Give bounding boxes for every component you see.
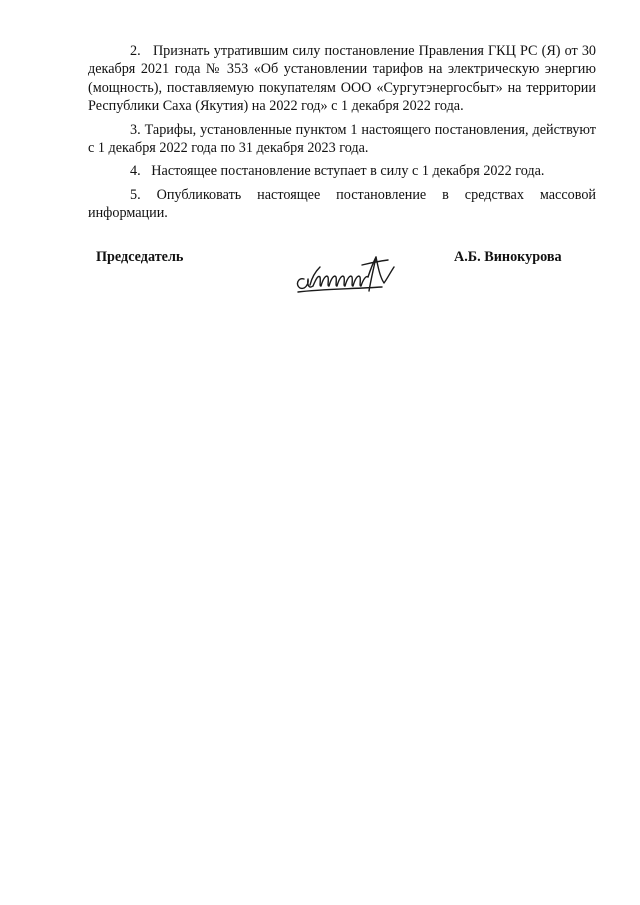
paragraph-number: 5. xyxy=(130,186,141,203)
document-body xyxy=(88,42,596,228)
paragraph-2 xyxy=(88,42,596,116)
paragraph-number: 3. xyxy=(130,121,141,138)
paragraph-text: Тарифы, установленные пунктом 1 настоящего постановления, действуют с 1 декабря 2022 года по 31 декабря 2023 года. xyxy=(88,121,596,157)
paragraph-3 xyxy=(88,121,596,158)
handwritten-signature xyxy=(290,249,410,299)
signature-block xyxy=(96,249,576,309)
signatory-title: Председатель xyxy=(96,249,184,265)
paragraph-number: 4. xyxy=(130,163,141,180)
signatory-name: А.Б. Винокурова xyxy=(454,249,562,265)
paragraph-number: 2. xyxy=(130,43,141,59)
paragraph-text: Признать утратившим силу постановление Правления ГКЦ РС (Я) от 30 декабря 2021 года № 353 «Об установлении тарифов на электрическую энергию (мощность), поставляемую покупателям ООО «Сургутэнергосбыт» на территории Республики Саха (Якутия) на 2022 год» с 1 декабря 2022 года. xyxy=(88,43,597,115)
paragraph-text: Настоящее постановление вступает в силу с 1 декабря 2022 года. xyxy=(151,163,545,180)
paragraph-text: Опубликовать настоящее постановление в средствах массовой информации. xyxy=(88,186,597,222)
paragraph-4 xyxy=(88,162,596,180)
paragraph-5 xyxy=(88,186,596,223)
